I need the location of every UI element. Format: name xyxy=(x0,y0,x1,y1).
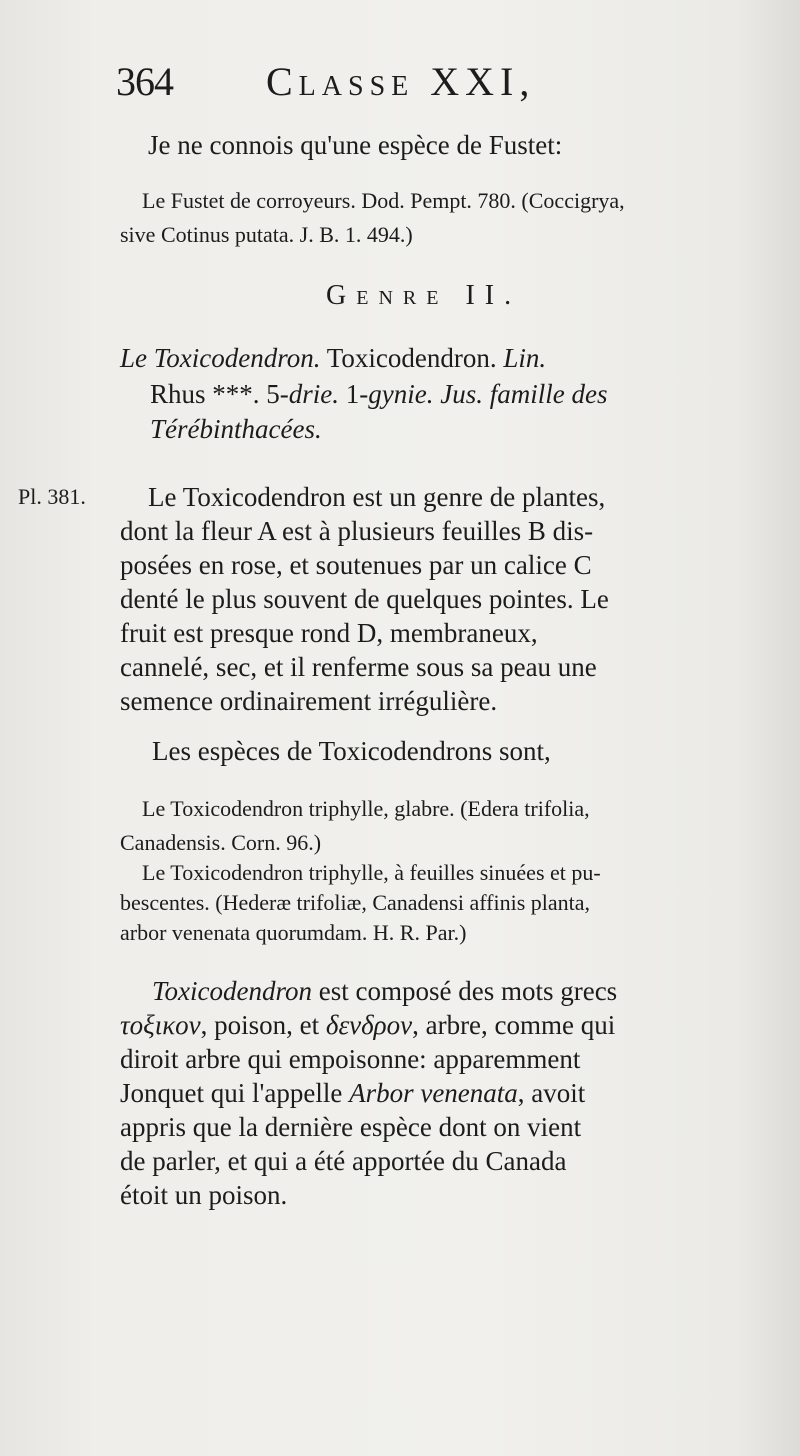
arbor-venenata: Arbor venenata xyxy=(349,1078,518,1108)
etymology-line-6: de parler, et qui a été apportée du Canada xyxy=(120,1146,567,1176)
toxico-title-line-1 xyxy=(120,343,546,374)
description-line: denté le plus souvent de quelques pointes. Le xyxy=(120,584,609,614)
etymology-line-5: appris que la dernière espèce dont on vient xyxy=(120,1112,582,1142)
toxico-title-line-2 xyxy=(150,379,607,410)
etymology-line-4 xyxy=(120,1078,585,1109)
etymology-text: , poison, et xyxy=(200,1010,326,1040)
description-line: cannelé, sec, et il renferme sous sa peau une xyxy=(120,652,597,682)
etymology-line-2 xyxy=(120,1010,615,1041)
description-line: Le Toxicodendron est un genre de plantes, xyxy=(148,482,606,512)
fustet-line-1: Le Fustet de corroyeurs. Dod. Pempt. 780. (Coccigrya, xyxy=(142,188,625,213)
etymology-text: est composé des mots grecs xyxy=(312,976,618,1006)
species-line: Le Toxicodendron triphylle, à feuilles sinuées et pu- xyxy=(142,860,601,885)
species-line: Canadensis. Corn. 96.) xyxy=(120,830,322,855)
plate-reference: Pl. 381. xyxy=(18,484,86,509)
one-text: 1- xyxy=(339,379,369,409)
toxico-title-line-3: Térébinthacées. xyxy=(150,414,322,444)
etymology-line-1 xyxy=(152,976,617,1007)
page-number: 364 xyxy=(116,59,173,104)
species-line: bescentes. (Hederæ trifoliæ, Canadensi affinis planta, xyxy=(120,890,591,915)
description-line: dont la fleur A est à plusieurs feuilles B dis- xyxy=(120,516,594,546)
species-line: arbor venenata quorumdam. H. R. Par.) xyxy=(120,920,467,945)
genre-heading: Genre II. xyxy=(326,280,522,311)
toxico-title-italic: Le Toxicodendron. xyxy=(120,343,321,373)
greek-word-poison: τοξικον xyxy=(120,1010,201,1040)
etymology-term: Toxicodendron xyxy=(152,976,312,1006)
species-line: Le Toxicodendron triphylle, glabre. (Edera trifolia, xyxy=(142,796,590,821)
species-heading: Les espèces de Toxicodendrons sont, xyxy=(152,736,551,766)
etymology-text: , avoit xyxy=(517,1078,586,1108)
greek-word-tree: δενδρον xyxy=(325,1010,413,1040)
etymology-line-7: étoit un poison. xyxy=(120,1180,288,1210)
toxico-title-roman: Toxicodendron. xyxy=(320,343,504,373)
jus-famille-text: Jus. famille des xyxy=(433,379,608,409)
description-line: semence ordinairement irrégulière. xyxy=(120,686,498,716)
gynie-text: gynie. xyxy=(368,379,434,409)
etymology-text: Jonquet qui l'appelle xyxy=(120,1078,350,1108)
rhus-text: Rhus ***. 5- xyxy=(150,379,289,409)
drie-text: drie. xyxy=(288,379,340,409)
description-line: fruit est presque rond D, membraneux, xyxy=(120,618,538,648)
intro-line: Je ne connois qu'une espèce de Fustet: xyxy=(148,130,563,160)
description-line: posées en rose, et soutenues par un calice C xyxy=(120,550,592,580)
toxico-title-lin: Lin. xyxy=(503,343,547,373)
fustet-line-2: sive Cotinus putata. J. B. 1. 494.) xyxy=(120,222,413,247)
class-title: Classe XXI, xyxy=(266,59,536,104)
etymology-line-3: diroit arbre qui empoisonne: apparemment xyxy=(120,1044,581,1074)
etymology-text: , arbre, comme qui xyxy=(412,1010,616,1040)
